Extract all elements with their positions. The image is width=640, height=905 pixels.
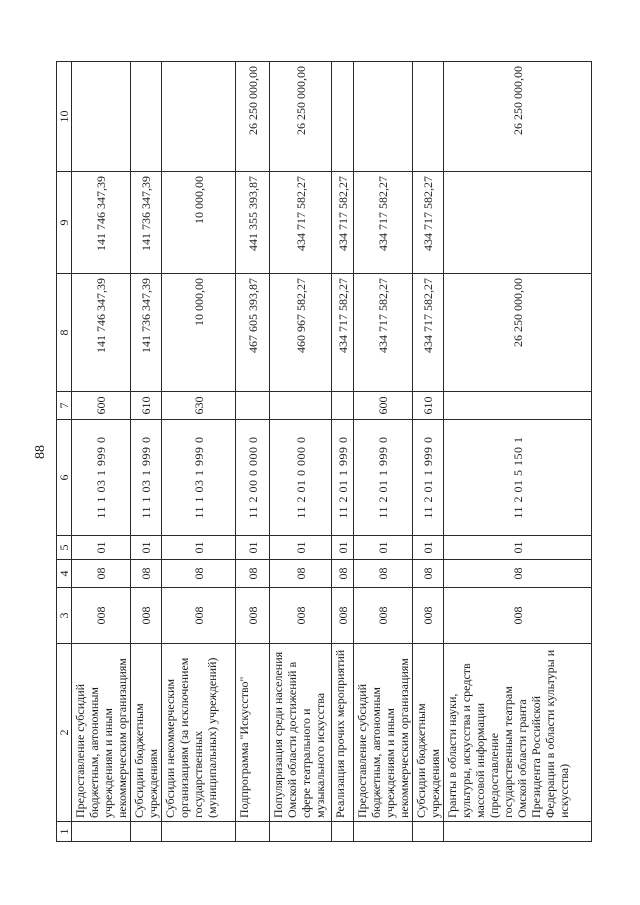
row-col-9: 434 717 582,27 <box>332 172 354 274</box>
row-col-10 <box>72 62 131 172</box>
row-number-cell <box>332 822 354 842</box>
row-name: Субсидии некоммерческим организациям (за исключением государственных (муниципальных) учреждений) <box>162 644 236 822</box>
row-col-10 <box>131 62 162 172</box>
row-name: Реализация прочих мероприятий <box>332 644 354 822</box>
row-number-cell <box>131 822 162 842</box>
row-col-8: 141 736 347,39 <box>131 274 162 392</box>
header-row <box>57 62 72 842</box>
row-number-cell <box>72 822 131 842</box>
row-target-code: 11 1 03 1 999 0 <box>72 420 131 536</box>
table-row <box>72 62 131 842</box>
row-col-9: 434 717 582,27 <box>354 172 413 274</box>
header-col-6: 6 <box>57 420 72 536</box>
row-col-8: 434 717 582,27 <box>354 274 413 392</box>
row-col-3: 008 <box>354 588 413 644</box>
row-target-code: 11 2 01 1 999 0 <box>332 420 354 536</box>
row-col-8: 10 000,00 <box>162 274 236 392</box>
row-col-10 <box>413 62 444 172</box>
row-target-code: 11 2 01 5 150 1 <box>444 420 592 536</box>
table-row <box>236 62 270 842</box>
row-number-cell <box>270 822 332 842</box>
row-number-cell <box>236 822 270 842</box>
row-col-4: 08 <box>72 560 131 588</box>
row-number-cell <box>413 822 444 842</box>
row-col-5: 01 <box>354 536 413 560</box>
row-col-5: 01 <box>162 536 236 560</box>
table-row <box>444 62 592 842</box>
row-name: Гранты в области науки, культуры, искусства и средств массовой информации (предоставление государственным театрам Омской области гранта Президента Российской Федерации в области культуры и искусства) <box>444 644 592 822</box>
header-col-9: 9 <box>57 172 72 274</box>
header-col-3: 3 <box>57 588 72 644</box>
table-row <box>162 62 236 842</box>
row-col-9: 10 000,00 <box>162 172 236 274</box>
row-col-9: 141 736 347,39 <box>131 172 162 274</box>
row-target-code: 11 1 03 1 999 0 <box>162 420 236 536</box>
row-target-code: 11 2 01 0 000 0 <box>270 420 332 536</box>
row-col-8: 141 746 347,39 <box>72 274 131 392</box>
row-col-10 <box>162 62 236 172</box>
row-col-7: 610 <box>413 392 444 420</box>
row-col-5: 01 <box>444 536 592 560</box>
row-col-7 <box>332 392 354 420</box>
table-row <box>131 62 162 842</box>
row-col-10: 26 250 000,00 <box>236 62 270 172</box>
row-col-3: 008 <box>332 588 354 644</box>
table-row <box>332 62 354 842</box>
row-target-code: 11 2 01 1 999 0 <box>413 420 444 536</box>
row-col-5: 01 <box>270 536 332 560</box>
row-col-3: 008 <box>270 588 332 644</box>
row-col-7 <box>270 392 332 420</box>
table-landscape <box>56 62 596 842</box>
header-col-5: 5 <box>57 536 72 560</box>
row-col-3: 008 <box>72 588 131 644</box>
row-col-4: 08 <box>162 560 236 588</box>
row-col-8: 434 717 582,27 <box>413 274 444 392</box>
row-col-8: 467 605 393,87 <box>236 274 270 392</box>
row-target-code: 11 2 00 0 000 0 <box>236 420 270 536</box>
row-col-3: 008 <box>236 588 270 644</box>
header-col-10: 10 <box>57 62 72 172</box>
row-col-5: 01 <box>72 536 131 560</box>
page-number: 88 <box>33 445 48 459</box>
header-col-1: 1 <box>57 822 72 842</box>
row-col-4: 08 <box>236 560 270 588</box>
header-col-2: 2 <box>57 644 72 822</box>
row-number-cell <box>162 822 236 842</box>
row-col-10: 26 250 000,00 <box>444 62 592 172</box>
table-row <box>413 62 444 842</box>
row-col-9: 434 717 582,27 <box>270 172 332 274</box>
row-col-4: 08 <box>444 560 592 588</box>
header-col-7: 7 <box>57 392 72 420</box>
row-col-7 <box>444 392 592 420</box>
row-col-10: 26 250 000,00 <box>270 62 332 172</box>
row-col-3: 008 <box>444 588 592 644</box>
row-col-9 <box>444 172 592 274</box>
row-target-code: 11 1 03 1 999 0 <box>131 420 162 536</box>
row-name: Предоставление субсидий бюджетным, автономным учреждениям и иным некоммерческим организациям <box>72 644 131 822</box>
row-col-10 <box>354 62 413 172</box>
row-col-9: 141 746 347,39 <box>72 172 131 274</box>
header-col-8: 8 <box>57 274 72 392</box>
table-row <box>270 62 332 842</box>
row-name: Популяризация среди населения Омской области достижений в сфере театрального и музыкального искусства <box>270 644 332 822</box>
row-col-7: 600 <box>72 392 131 420</box>
row-col-5: 01 <box>413 536 444 560</box>
row-name: Субсидии бюджетным учреждениям <box>131 644 162 822</box>
row-col-7: 610 <box>131 392 162 420</box>
row-col-5: 01 <box>332 536 354 560</box>
row-col-7 <box>236 392 270 420</box>
row-col-5: 01 <box>236 536 270 560</box>
budget-table <box>56 61 592 842</box>
row-name: Подпрограмма "Искусство" <box>236 644 270 822</box>
row-number-cell <box>444 822 592 842</box>
header-col-4: 4 <box>57 560 72 588</box>
row-col-9: 441 355 393,87 <box>236 172 270 274</box>
table-rotation-frame <box>56 62 596 842</box>
row-col-4: 08 <box>354 560 413 588</box>
row-col-4: 08 <box>332 560 354 588</box>
row-name: Субсидии бюджетным учреждениям <box>413 644 444 822</box>
row-col-9: 434 717 582,27 <box>413 172 444 274</box>
row-col-3: 008 <box>162 588 236 644</box>
row-col-4: 08 <box>270 560 332 588</box>
row-col-4: 08 <box>131 560 162 588</box>
row-col-7: 600 <box>354 392 413 420</box>
row-name: Предоставление субсидий бюджетным, автономным учреждениям и иным некоммерческим организациям <box>354 644 413 822</box>
row-col-8: 26 250 000,00 <box>444 274 592 392</box>
row-col-8: 460 967 582,27 <box>270 274 332 392</box>
row-col-7: 630 <box>162 392 236 420</box>
row-number-cell <box>354 822 413 842</box>
row-col-3: 008 <box>131 588 162 644</box>
row-target-code: 11 2 01 1 999 0 <box>354 420 413 536</box>
row-col-5: 01 <box>131 536 162 560</box>
row-col-3: 008 <box>413 588 444 644</box>
row-col-10 <box>332 62 354 172</box>
table-row <box>354 62 413 842</box>
row-col-4: 08 <box>413 560 444 588</box>
row-col-8: 434 717 582,27 <box>332 274 354 392</box>
